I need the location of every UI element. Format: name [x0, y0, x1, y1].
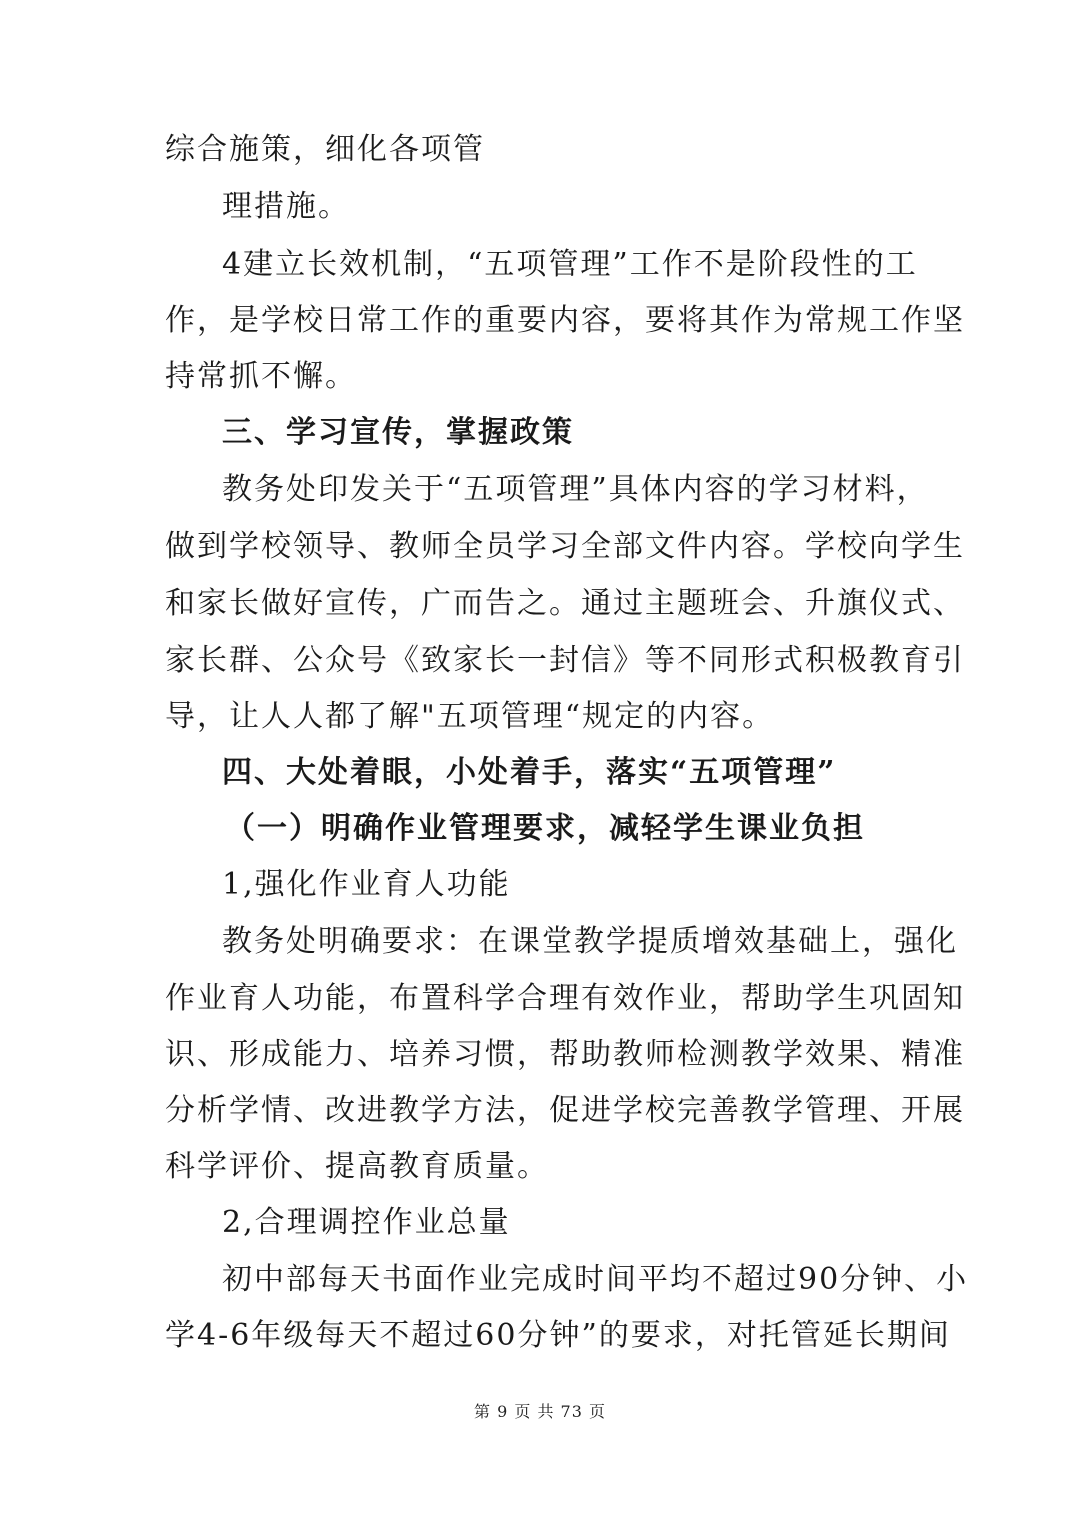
text-line: 综合施策，细化各项管	[165, 132, 485, 167]
text-line: 识、形成能力、培养习惯，帮助教师检测教学效果、精准	[165, 1037, 965, 1072]
item-heading: 1,强化作业育人功能	[222, 867, 511, 902]
text-line: 做到学校领导、教师全员学习全部文件内容。学校向学生	[165, 529, 965, 564]
section-heading: 四、大处着眼，小处着手，落实“五项管理”	[222, 755, 837, 790]
text-line: 科学评价、提高教育质量。	[165, 1149, 549, 1184]
text-line: 教务处明确要求：在课堂教学提质增效基础上，强化	[222, 924, 958, 959]
text-line: 家长群、公众号《致家长一封信》等不同形式积极教育引	[165, 643, 965, 678]
text-line: 理措施。	[222, 189, 350, 224]
text-line: 和家长做好宣传，广而告之。通过主题班会、升旗仪式、	[165, 586, 965, 621]
page-number-footer: 第 9 页 共 73 页	[474, 1402, 606, 1421]
section-heading: 三、学习宣传，掌握政策	[222, 415, 574, 450]
text-line: 导，让人人都了解"五项管理“规定的内容。	[165, 699, 775, 734]
text-line: 4建立长效机制，“五项管理”工作不是阶段性的工	[222, 247, 918, 282]
text-line: 作，是学校日常工作的重要内容，要将其作为常规工作坚	[165, 303, 965, 338]
item-heading: 2,合理调控作业总量	[222, 1205, 511, 1240]
text-line: 教务处印发关于“五项管理”具体内容的学习材料，	[222, 472, 929, 507]
text-line: 初中部每天书面作业完成时间平均不超过90分钟、小	[222, 1262, 969, 1297]
text-line: 作业育人功能，布置科学合理有效作业，帮助学生巩固知	[165, 981, 965, 1016]
text-line: 持常抓不懈。	[165, 359, 357, 394]
text-line: 分析学情、改进教学方法，促进学校完善教学管理、开展	[165, 1093, 965, 1128]
text-line: 学4-6年级每天不超过60分钟”的要求，对托管延长期间	[165, 1318, 951, 1353]
subsection-heading: （一）明确作业管理要求，减轻学生课业负担	[225, 811, 865, 846]
